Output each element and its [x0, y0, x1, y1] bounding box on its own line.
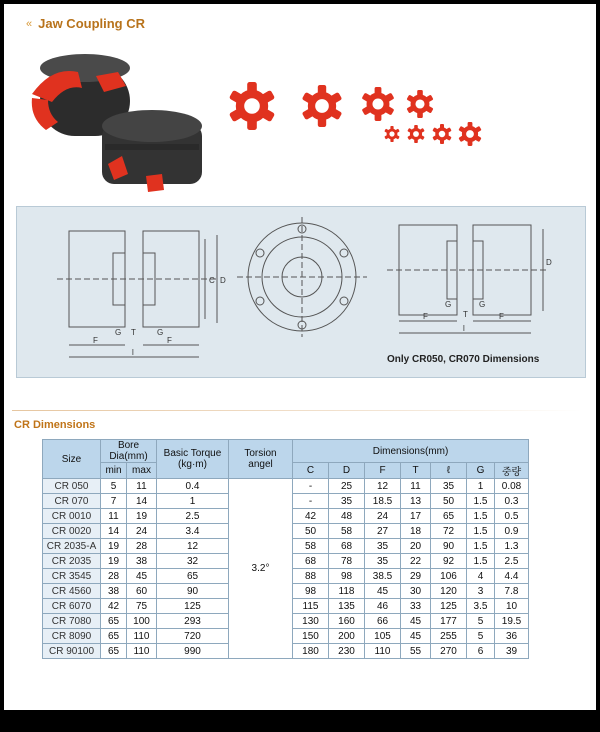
- cell-w: 4.4: [495, 569, 529, 584]
- dim-label-f: F: [167, 336, 172, 345]
- cell-max: 24: [127, 524, 157, 539]
- cell-size: CR 2035-A: [43, 539, 101, 554]
- header-l: ℓ: [431, 463, 467, 479]
- cell-d: 25: [329, 479, 365, 494]
- cell-min: 28: [101, 569, 127, 584]
- cell-t: 30: [401, 584, 431, 599]
- cell-w: 0.5: [495, 509, 529, 524]
- cell-l: 65: [431, 509, 467, 524]
- cell-g: 5: [467, 614, 495, 629]
- cell-min: 38: [101, 584, 127, 599]
- cell-size: CR 6070: [43, 599, 101, 614]
- cell-l: 270: [431, 644, 467, 659]
- cell-min: 14: [101, 524, 127, 539]
- cell-w: 36: [495, 629, 529, 644]
- cell-size: CR 0020: [43, 524, 101, 539]
- header-min: min: [101, 463, 127, 479]
- technical-drawing-panel: [16, 206, 586, 378]
- technical-drawing: [17, 207, 585, 377]
- drawing-caption: Only CR050, CR070 Dimensions: [387, 354, 540, 365]
- spider-element: [384, 126, 399, 142]
- cell-f: 12: [365, 479, 401, 494]
- cell-size: CR 8090: [43, 629, 101, 644]
- cell-size: CR 90100: [43, 644, 101, 659]
- header-g: G: [467, 463, 495, 479]
- dimensions-table-body: [43, 479, 529, 659]
- dim-label-g: G: [445, 300, 452, 309]
- cell-torque: 2.5: [157, 509, 229, 524]
- header-bore: Bore Dia(mm): [101, 440, 157, 463]
- cell-f: 27: [365, 524, 401, 539]
- cell-torque: 32: [157, 554, 229, 569]
- cell-min: 65: [101, 644, 127, 659]
- spider-element: [302, 85, 343, 127]
- cell-d: 135: [329, 599, 365, 614]
- cell-t: 18: [401, 524, 431, 539]
- cell-d: 160: [329, 614, 365, 629]
- cell-c: 50: [293, 524, 329, 539]
- cell-c: 130: [293, 614, 329, 629]
- page-frame: [4, 4, 596, 710]
- section-divider: [12, 410, 582, 411]
- cell-size: CR 2035: [43, 554, 101, 569]
- cell-c: -: [293, 479, 329, 494]
- cell-max: 45: [127, 569, 157, 584]
- cell-max: 110: [127, 629, 157, 644]
- cell-max: 38: [127, 554, 157, 569]
- dim-label-d: D: [220, 276, 226, 285]
- cell-t: 11: [401, 479, 431, 494]
- spider-element: [406, 90, 433, 118]
- cell-torsion: 3.2°: [229, 479, 293, 659]
- dim-label-f: F: [499, 312, 504, 321]
- spider-element-large: [229, 82, 275, 130]
- cell-torque: 125: [157, 599, 229, 614]
- cell-d: 118: [329, 584, 365, 599]
- header-torsion: Torsion angel: [229, 440, 293, 479]
- cell-torque: 720: [157, 629, 229, 644]
- cell-size: CR 050: [43, 479, 101, 494]
- table-row: [43, 479, 529, 494]
- cell-size: CR 0010: [43, 509, 101, 524]
- cell-l: 72: [431, 524, 467, 539]
- cell-l: 106: [431, 569, 467, 584]
- cell-max: 11: [127, 479, 157, 494]
- header-f: F: [365, 463, 401, 479]
- cell-min: 11: [101, 509, 127, 524]
- cell-min: 5: [101, 479, 127, 494]
- cell-c: 150: [293, 629, 329, 644]
- cell-l: 50: [431, 494, 467, 509]
- cell-f: 105: [365, 629, 401, 644]
- cell-g: 4: [467, 569, 495, 584]
- cell-max: 28: [127, 539, 157, 554]
- bullet-icon: «: [26, 17, 33, 30]
- page-title: Jaw Coupling CR: [38, 16, 146, 31]
- cell-g: 1: [467, 479, 495, 494]
- cell-c: 58: [293, 539, 329, 554]
- cell-torque: 0.4: [157, 479, 229, 494]
- cell-t: 13: [401, 494, 431, 509]
- cell-w: 0.08: [495, 479, 529, 494]
- cell-size: CR 070: [43, 494, 101, 509]
- dim-label-g: G: [157, 328, 164, 337]
- title-row: [26, 16, 145, 31]
- spider-element: [407, 125, 424, 143]
- cell-min: 65: [101, 629, 127, 644]
- spider-element: [458, 122, 481, 146]
- cell-f: 35: [365, 539, 401, 554]
- cell-l: 120: [431, 584, 467, 599]
- section-title: CR Dimensions: [14, 419, 96, 431]
- dim-label-g: G: [115, 328, 122, 337]
- cell-f: 110: [365, 644, 401, 659]
- header-torque: Basic Torque (kg·m): [157, 440, 229, 479]
- cell-f: 45: [365, 584, 401, 599]
- header-max: max: [127, 463, 157, 479]
- cell-max: 75: [127, 599, 157, 614]
- cell-w: 10: [495, 599, 529, 614]
- cell-c: 115: [293, 599, 329, 614]
- cell-torque: 293: [157, 614, 229, 629]
- cell-w: 2.5: [495, 554, 529, 569]
- cell-w: 0.3: [495, 494, 529, 509]
- cell-f: 46: [365, 599, 401, 614]
- coupling-hub-front: [102, 110, 202, 192]
- cell-size: CR 7080: [43, 614, 101, 629]
- header-dimensions: Dimensions(mm): [293, 440, 529, 463]
- dimensions-table: [42, 439, 529, 659]
- cell-f: 38.5: [365, 569, 401, 584]
- dim-label-c: C: [209, 276, 215, 285]
- cell-d: 230: [329, 644, 365, 659]
- cell-torque: 90: [157, 584, 229, 599]
- cell-t: 33: [401, 599, 431, 614]
- cell-torque: 3.4: [157, 524, 229, 539]
- spider-element: [432, 124, 451, 144]
- cell-size: CR 3545: [43, 569, 101, 584]
- cell-w: 0.9: [495, 524, 529, 539]
- dim-label-l: l: [463, 324, 465, 333]
- cell-c: 88: [293, 569, 329, 584]
- cell-max: 14: [127, 494, 157, 509]
- cell-g: 1.5: [467, 524, 495, 539]
- cell-g: 3: [467, 584, 495, 599]
- cell-c: 180: [293, 644, 329, 659]
- cell-d: 58: [329, 524, 365, 539]
- dim-label-f: F: [423, 312, 428, 321]
- cell-l: 125: [431, 599, 467, 614]
- dim-label-f: F: [93, 336, 98, 345]
- cell-t: 45: [401, 629, 431, 644]
- cell-d: 78: [329, 554, 365, 569]
- cell-w: 7.8: [495, 584, 529, 599]
- cell-min: 19: [101, 554, 127, 569]
- cell-d: 35: [329, 494, 365, 509]
- cell-d: 48: [329, 509, 365, 524]
- dim-label-g: G: [479, 300, 486, 309]
- cell-max: 60: [127, 584, 157, 599]
- cell-g: 1.5: [467, 539, 495, 554]
- cell-g: 1.5: [467, 509, 495, 524]
- dim-label-t: T: [131, 328, 136, 337]
- cell-t: 55: [401, 644, 431, 659]
- cell-d: 68: [329, 539, 365, 554]
- cell-min: 7: [101, 494, 127, 509]
- spider-element: [362, 87, 395, 121]
- cell-f: 18.5: [365, 494, 401, 509]
- cell-w: 19.5: [495, 614, 529, 629]
- cell-max: 19: [127, 509, 157, 524]
- image-host-footer: [650x775] http://upic.me/: [439, 696, 590, 707]
- cell-c: 98: [293, 584, 329, 599]
- product-photo: [10, 34, 590, 199]
- cell-l: 177: [431, 614, 467, 629]
- cell-torque: 1: [157, 494, 229, 509]
- dim-label-d: D: [546, 258, 552, 267]
- cell-min: 19: [101, 539, 127, 554]
- cell-t: 22: [401, 554, 431, 569]
- cell-c: 42: [293, 509, 329, 524]
- cell-torque: 990: [157, 644, 229, 659]
- cell-w: 39: [495, 644, 529, 659]
- cell-torque: 12: [157, 539, 229, 554]
- cell-min: 65: [101, 614, 127, 629]
- cell-d: 200: [329, 629, 365, 644]
- cell-max: 100: [127, 614, 157, 629]
- cell-d: 98: [329, 569, 365, 584]
- header-size: Size: [43, 440, 101, 479]
- header-weight: 중량: [495, 463, 529, 479]
- cell-max: 110: [127, 644, 157, 659]
- cell-c: 68: [293, 554, 329, 569]
- cell-l: 92: [431, 554, 467, 569]
- cell-t: 20: [401, 539, 431, 554]
- cell-w: 1.3: [495, 539, 529, 554]
- cell-l: 90: [431, 539, 467, 554]
- cell-min: 42: [101, 599, 127, 614]
- header-t: T: [401, 463, 431, 479]
- cell-f: 24: [365, 509, 401, 524]
- cell-g: 6: [467, 644, 495, 659]
- cell-g: 1.5: [467, 494, 495, 509]
- header-c: C: [293, 463, 329, 479]
- header-d: D: [329, 463, 365, 479]
- cell-size: CR 4560: [43, 584, 101, 599]
- dim-label-l: l: [132, 348, 134, 357]
- cell-torque: 65: [157, 569, 229, 584]
- cell-f: 66: [365, 614, 401, 629]
- cell-l: 255: [431, 629, 467, 644]
- cell-f: 35: [365, 554, 401, 569]
- cell-c: -: [293, 494, 329, 509]
- cell-t: 45: [401, 614, 431, 629]
- cell-g: 3.5: [467, 599, 495, 614]
- cell-g: 5: [467, 629, 495, 644]
- cell-l: 35: [431, 479, 467, 494]
- dim-label-t: T: [463, 310, 468, 319]
- cell-g: 1.5: [467, 554, 495, 569]
- cell-t: 17: [401, 509, 431, 524]
- cell-t: 29: [401, 569, 431, 584]
